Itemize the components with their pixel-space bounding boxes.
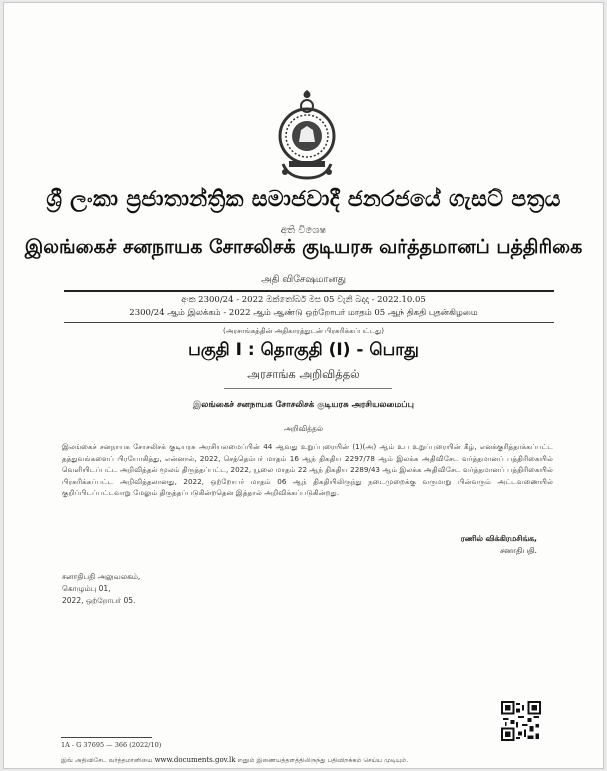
sri-lanka-emblem-icon: [271, 88, 343, 180]
published-by-authority: (அரசாங்கத்தின் அதிகாரத்துடன் பிரசுரிக்கப்பட்டது): [223, 327, 384, 335]
footer-web-suffix: எனும் இணையத்தளத்திலிருந்து பதிவிறக்கம் செய்ய முடியும்.: [237, 757, 409, 764]
place-line-2: கொழும்பு 01,: [62, 584, 111, 594]
signatory-name: ரணில் விக்கிரமசிங்க,: [460, 534, 537, 543]
gazette-subtitle-sinhala: අති විශෙෂ: [280, 225, 327, 236]
signature-block: [461, 533, 537, 557]
section-heading: அரசாங்க அறிவித்தல்: [247, 367, 360, 381]
gazette-title-sinhala: ශ්‍රී ලංකා ප්‍රජාතාන්ත්‍රික සමාජවාදී ජනරජයේ ගැසට් පත්‍රය: [46, 187, 561, 212]
notice-body: இலங்கைச் சனநாயக சோசலிசக் குடியரசு அரசியலமைப்பின் 44 ஆவது உறுப்புரையின் (1)(அ) ஆம் உப உறுப்புரையின் கீழ், எனக்குரித்தாக்கப்பட்ட தத்துவங்களைப் பிரயோகித்து, என்னால், 2022, செத்தெம்பர் மாதம் 16 ஆந் திகதிய 2297/78 ஆம் இலக்க அதிவிசேட வர்த்தமானப் பத்திரிகையில் வெளியிடப்பட்ட அறிவித்தல் மூலம் திருத்தப்பட்ட, 2022, யூலை மாதம் 22 ஆந் திகதிய 2289/43 ஆம் இலக்க அதிவிசேட வர்த்தமானப் பத்திரிகையில் பிரசுரிக்கப்பட்ட அறிவித்தலானது, 2022, ஒற்றோபர் மாதம் 06 ஆந் திகதியிலிருந்து நடைமுறைக்கு வருமாறு பின்வரும் அட்டவணையில் குறிப்பிடப்பட்டவாறு மேலும் திருத்தப்படுகின்றதென இத்தால் அறிவிக்கப்படுகின்றது.: [62, 442, 553, 498]
issue-line-sinhala: අංක 2300/24 - 2022 ඔක්තෝබර් මස 05 වැනි බදාදා - 2022.10.05: [181, 295, 426, 305]
footer-code: 1A - G 37695 — 366 (2022/10): [61, 741, 162, 749]
footer-website-note: [61, 756, 408, 765]
header-divider-bottom: [64, 322, 554, 323]
gazette-title-tamil: இலங்கைச் சனநாயக சோசலிசக் குடியரசு வர்த்தமானப் பத்திரிகை: [24, 236, 583, 258]
notice-title: அறிவித்தல்: [283, 424, 324, 433]
qr-code-icon: [501, 701, 541, 741]
footer-divider: [61, 737, 152, 738]
issue-line-tamil: 2300/24 ஆம் இலக்கம் - 2022 ஆம் ஆண்டு ஒற்றோபர் மாதம் 05 ஆந் திகதி புதன்கிழமை: [129, 308, 478, 318]
part-heading: பகுதி I : தொகுதி (I) - பொது: [188, 340, 419, 360]
gazette-page: [3, 2, 604, 769]
footer-web-link[interactable]: www.documents.gov.lk: [154, 756, 236, 764]
ministry-heading: இலங்கைச் சனநாயக சோசலிசக் குடியரசு அரசியலமைப்பு: [193, 400, 414, 410]
footer-web-prefix: இவ் அதிவிசேட வர்த்தமானியை: [61, 757, 153, 764]
place-date-block: [62, 571, 140, 608]
place-line-1: சனாதிபதி அலுவலகம்,: [62, 572, 141, 581]
signatory-title: சனாதிபதி.: [499, 546, 537, 555]
header-divider-top: [64, 290, 554, 292]
section-divider: [224, 388, 392, 389]
place-date: 2022, ஒற்றோபர் 05.: [62, 596, 136, 606]
gazette-subtitle-tamil: அதி விசேஷமானது: [261, 274, 346, 285]
